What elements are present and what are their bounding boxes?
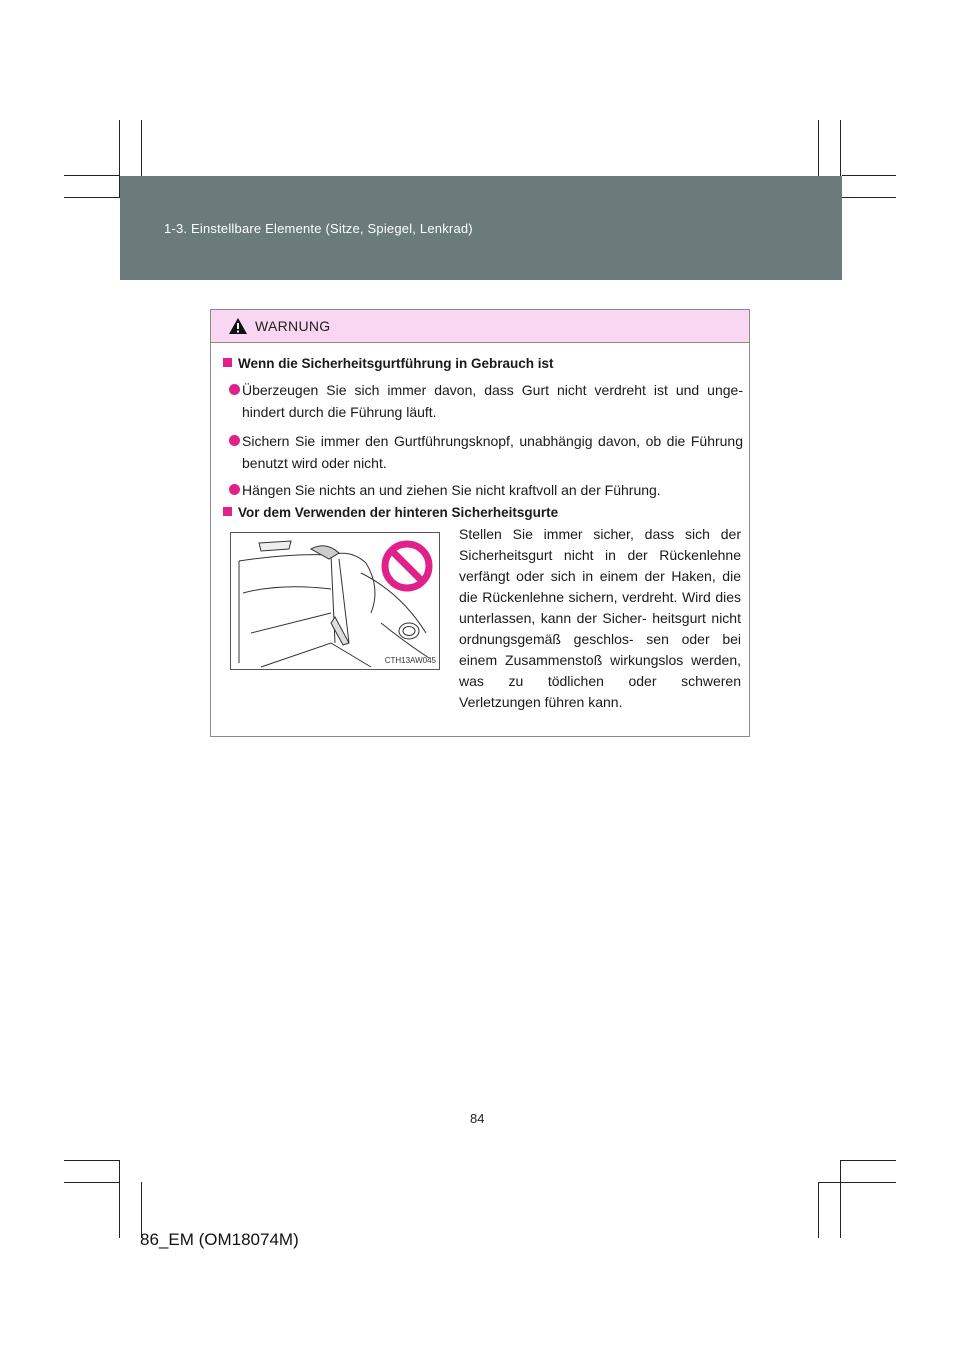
warning-side-text: Stellen Sie immer sicher, dass sich der Sicherheitsgurt nicht in der Rückenlehne verfängt oder sich in einem der Haken, die die Rückenlehne sichern, verdreht. Wird dies unterlassen, kann der Sicher- heitsgurt nicht ordnungsgemäß geschlos- sen oder bei einem Zusammenstoß wirkungslos werden, was zu tödlichen oder schweren Verletzungen führen kann. [459,526,741,710]
bullet-dot-icon [229,384,240,395]
figure-code: CTH13AW045 [384,656,436,665]
square-bullet-icon [223,358,232,367]
crop-mark [818,120,819,176]
crop-mark [119,1160,120,1238]
crop-mark [818,1182,819,1238]
crop-mark [64,175,120,176]
warning-content [211,342,749,736]
crop-mark [64,197,120,198]
bullet-dot-icon [229,484,240,495]
crop-mark [64,1160,120,1161]
list-item: Sichern Sie immer den Gurtführungsknopf, unabhängig davon, ob die Führung benutzt wird oder nicht. [229,430,743,474]
crop-mark [141,120,142,176]
seat-belt-drawing [231,533,439,669]
crop-mark [840,1160,896,1161]
crop-mark [842,175,896,176]
bullet-dot-icon [229,435,240,446]
square-bullet-icon [223,507,232,516]
prohibition-icon [385,544,429,588]
list-item: Hängen Sie nichts an und ziehen Sie nicht kraftvoll an der Führung. [229,479,743,501]
seat-illustration [230,532,440,670]
crop-mark [840,1160,841,1238]
warning-box [210,309,750,737]
list-item: Überzeugen Sie sich immer davon, dass Gurt nicht verdreht ist und unge- hindert durch die Führung läuft. [229,379,743,423]
section-title: 1-3. Einstellbare Elemente (Sitze, Spiegel, Lenkrad) [164,221,473,236]
warning-header [211,310,749,343]
document-code: 86_EM (OM18074M) [140,1230,299,1249]
warning-title: WARNUNG [255,318,331,334]
page-number: 84 [470,1111,485,1126]
warning-triangle-icon [228,317,248,335]
crop-mark [64,1182,120,1183]
crop-mark [842,197,896,198]
warning-heading-2: Vor dem Verwenden der hinteren Sicherheitsgurte [223,505,558,520]
warning-heading-1: Wenn die Sicherheitsgurtführung in Gebrauch ist [223,356,554,371]
crop-mark [818,1182,896,1183]
